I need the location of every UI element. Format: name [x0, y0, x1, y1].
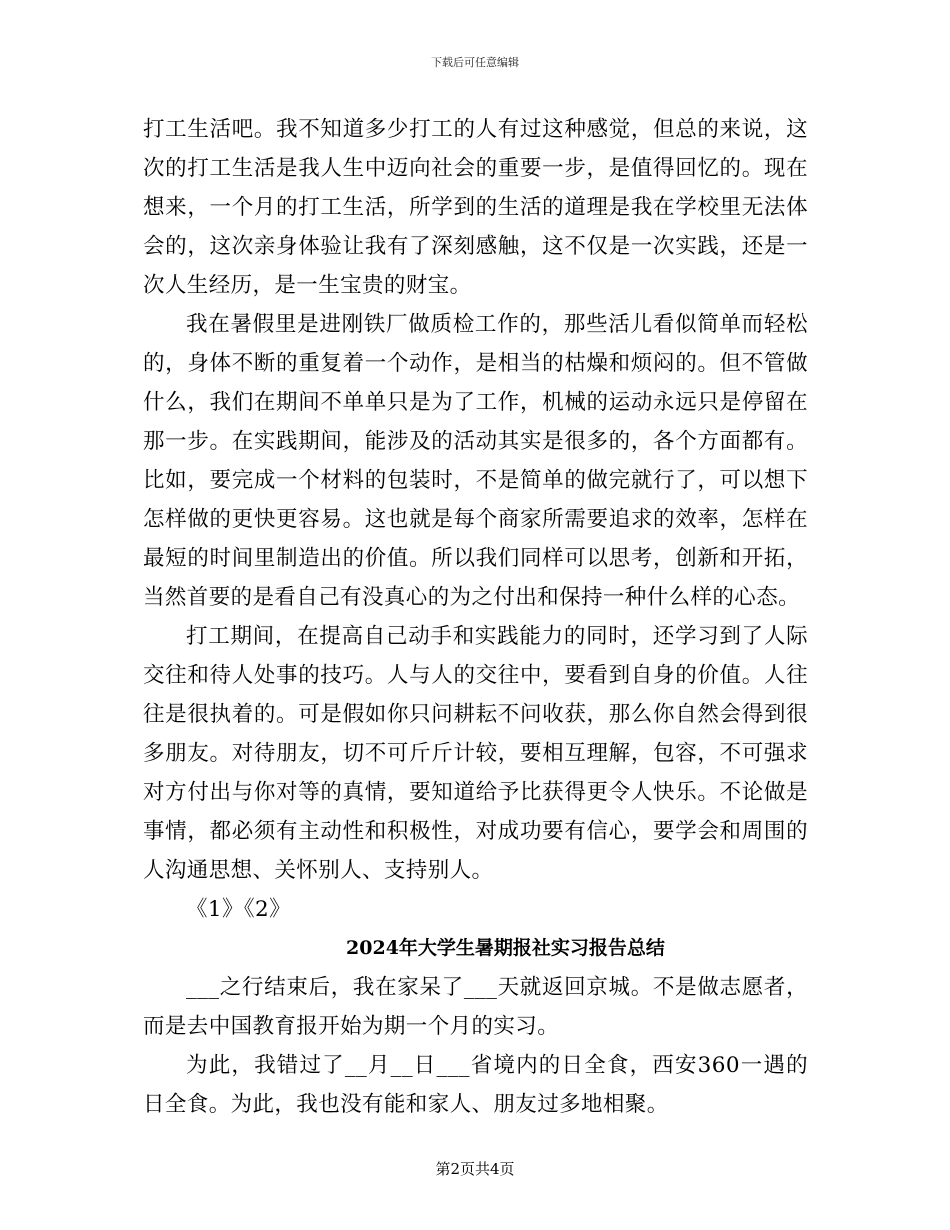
- paragraph-5: ___之行结束后，我在家呆了___天就返回京城。不是做志愿者，而是去中国教育报开始为期一个月的实习。: [143, 975, 808, 1039]
- paragraph-4: 《1》《2》: [186, 897, 292, 922]
- paragraph-3: 打工期间，在提高自己动手和实践能力的同时，还学习到了人际交往和待人处事的技巧。人与人的交往中，要看到自身的价值。人往往是很执着的。可是假如你只问耕耘不问收获，那么你自然会得到很多朋友。对待朋友，切不可斤斤计较，要相互理解，包容，不可强求对方付出与你对等的真情，要知道给予比获得更令人快乐。不论做是事情，都必须有主动性和积极性，对成功要有信心，要学会和周围的人沟通思想、关怀别人、支持别人。: [143, 624, 808, 883]
- paragraph-2: 我在暑假里是进刚铁厂做质检工作的，那些活儿看似简单而轻松的，身体不断的重复着一个动作，是相当的枯燥和烦闷的。但不管做什么，我们在期间不单单只是为了工作，机械的运动永远只是停留在那一步。在实践期间，能涉及的活动其实是很多的，各个方面都有。比如，要完成一个材料的包装时，不是简单的做完就行了，可以想下怎样做的更快更容易。这也就是每个商家所需要追求的效率，怎样在最短的时间里制造出的价值。所以我们同样可以思考，创新和开拓，当然首要的是看自己有没真心的为之付出和保持一种什么样的心态。: [143, 312, 808, 610]
- page-footer: 第2页共4页: [435, 1160, 515, 1178]
- page-header: 下载后可任意编辑: [431, 56, 519, 69]
- paragraph-6: 为此，我错过了__月__日___省境内的日全食，西安360一遇的日全食。为此，我也没有能和家人、朋友过多地相聚。: [143, 1053, 808, 1117]
- document-body: [143, 110, 808, 1124]
- paragraph-1: 打工生活吧。我不知道多少打工的人有过这种感觉，但总的来说，这次的打工生活是我人生中迈向社会的重要一步，是值得回忆的。现在想来，一个月的打工生活，所学到的生活的道理是我在学校里无法体会的，这次亲身体验让我有了深刻感触，这不仅是一次实践，还是一次人生经历，是一生宝贵的财宝。: [143, 117, 808, 298]
- section-title: 2024年大学生暑期报社实习报告总结: [346, 937, 665, 959]
